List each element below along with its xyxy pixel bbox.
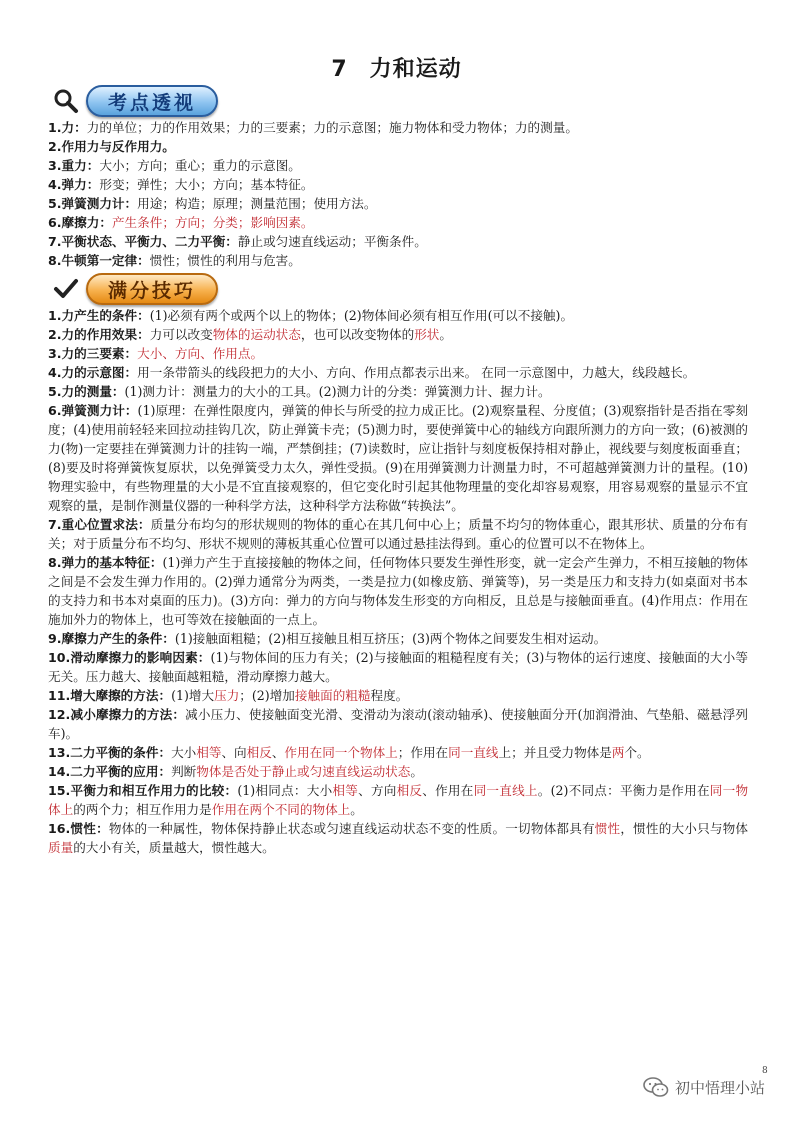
list-item: 10.滑动摩擦力的影响因素：(1)与物体间的压力有关；(2)与接触面的粗糙程度有关；(3)与物体的运行速度、接触面的大小等无关。压力越大、接触面越粗糙，滑动摩擦力越大。 (48, 650, 748, 684)
section-banner-kaodian (52, 84, 218, 118)
watermark-text: 初中悟理小站 (674, 1078, 765, 1097)
list-item: 7.重心位置求法：质量分布均匀的形状规则的物体的重心在其几何中心上；质量不均匀的物体重心，跟其形状、质量的分布有关；对于质量分布不均匀、形状不规则的薄板其重心位置可以通过悬挂法得到。重心的位置可以不在物体上。 (48, 517, 748, 551)
list-item: 11.增大摩擦的方法：(1)增大压力；(2)增加接触面的粗糙程度。 (48, 688, 409, 703)
list-item: 13.二力平衡的条件：大小相等、向相反、作用在同一个物体上；作用在同一直线上；并且受力物体是两个。 (48, 745, 650, 760)
section-label-jiqiao: 满分技巧 (86, 273, 218, 305)
list-item: 14.二力平衡的应用：判断物体是否处于静止或匀速直线运动状态。 (48, 764, 423, 779)
magnifier-icon (52, 87, 80, 115)
list-item: 2.作用力与反作用力。 (48, 139, 175, 154)
chapter-number: 7 (331, 57, 348, 82)
list-item: 7.平衡状态、平衡力、二力平衡：静止或匀速直线运动；平衡条件。 (48, 234, 427, 249)
page-title (0, 52, 793, 83)
list-item: 1.力产生的条件：(1)必须有两个或两个以上的物体；(2)物体间必须有相互作用(可以不接触)。 (48, 308, 574, 323)
list-item: 4.弹力：形变；弹性；大小；方向；基本特征。 (48, 177, 314, 192)
list-item: 8.牛顿第一定律：惯性；惯性的利用与危害。 (48, 253, 301, 268)
list-item: 15.平衡力和相互作用力的比较：(1)相同点：大小相等、方向相反、作用在同一直线上。(2)不同点：平衡力是作用在同一物体上的两个力；相互作用力是作用在两个不同的物体上。 (48, 783, 749, 817)
page-number: 8 (762, 1066, 768, 1076)
list-item: 6.摩擦力：产生条件；方向；分类；影响因素。 (48, 215, 314, 230)
section-label-kaodian: 考点透视 (86, 85, 218, 117)
list-item: 16.惯性：物体的一种属性，物体保持静止状态或匀速直线运动状态不变的性质。一切物体都具有惯性，惯性的大小只与物体质量的大小有关，质量越大，惯性越大。 (48, 821, 749, 855)
list-item: 12.减小摩擦力的方法：减小压力、使接触面变光滑、变滑动为滚动(滚动轴承)、使接触面分开(加润滑油、气垫船、磁悬浮列车)。 (48, 707, 748, 741)
list-item: 4.力的示意图：用一条带箭头的线段把力的大小、方向、作用点都表示出来。 在同一示意图中，力越大，线段越长。 (48, 365, 696, 380)
watermark (643, 1076, 765, 1098)
list-item: 3.重力：大小；方向；重心；重力的示意图。 (48, 158, 301, 173)
list-item: 5.弹簧测力计：用途；构造；原理；测量范围；使用方法。 (48, 196, 377, 211)
jiqiao-list (48, 306, 748, 857)
list-item: 8.弹力的基本特征：(1)弹力产生于直接接触的物体之间，任何物体只要发生弹性形变，就一定会产生弹力，不相互接触的物体之间是不会发生弹力作用的。(2)弹力通常分为两类，一类是拉力(如橡皮筋、弹簧等)，另一类是压力和支持力(如桌面对书本的支持力和书本对桌面的压力)。(3)方向：弹力的方向与物体发生形变的方向相反，且总是与接触面垂直。(4)作用点：作用在施加外力的物体上，也可等效在接触面的一点上。 (48, 555, 748, 627)
list-item: 6.弹簧测力计：(1)原理：在弹性限度内，弹簧的伸长与所受的拉力成正比。(2)观察量程、分度值；(3)观察指针是否指在零刻度；(4)使用前轻轻来回拉动挂钩几次，防止弹簧卡壳；(5)测力时，要使弹簧中心的轴线方向跟所测力的方向一致；(6)被测的力(物)一定要挂在弹簧测力计的挂钩一端，严禁倒挂；(7)读数时，应让指针与刻度板保持相对静止，视线要与刻度板面垂直；(8)要及时将弹簧恢复原状，以免弹簧受力太久，弹性受损。(9)在用弹簧测力计测量力时，不可超越弹簧测力计的量程。(10)物理实验中，有些物理量的大小是不宜直接观察的，但它变化时引起其他物理量的变化却容易观察，用容易观察的量显示不宜观察的量，是制作测量仪器的一种科学方法，这种科学方法称做“转换法”。 (48, 403, 748, 513)
wechat-icon (643, 1076, 669, 1098)
list-item: 3.力的三要素：大小、方向、作用点。 (48, 346, 264, 361)
list-item: 2.力的作用效果：力可以改变物体的运动状态，也可以改变物体的形状。 (48, 327, 452, 342)
kaodian-list (48, 118, 748, 270)
list-item: 5.力的测量：(1)测力计：测量力的大小的工具。(2)测力计的分类：弹簧测力计、握力计。 (48, 384, 551, 399)
list-item: 1.力：力的单位；力的作用效果；力的三要素；力的示意图；施力物体和受力物体；力的测量。 (48, 120, 578, 135)
list-item: 9.摩擦力产生的条件：(1)接触面粗糙；(2)相互接触且相互挤压；(3)两个物体之间要发生相对运动。 (48, 631, 607, 646)
checkmark-icon (52, 275, 80, 303)
section-banner-jiqiao (52, 272, 218, 306)
chapter-title: 力和运动 (369, 57, 462, 82)
